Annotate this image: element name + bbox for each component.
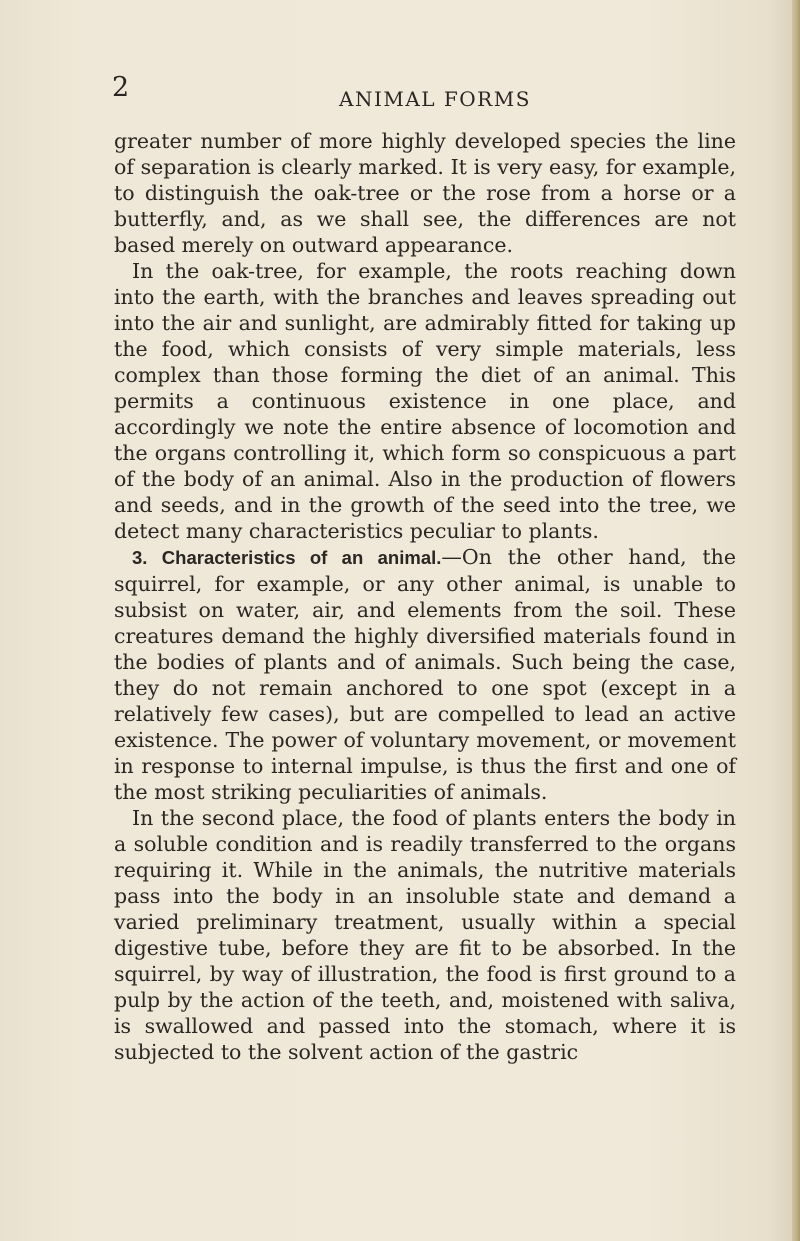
- section-heading: 3. Characteristics of an animal.: [132, 547, 442, 568]
- paragraph-1: [114, 128, 736, 258]
- running-head: ANIMAL FORMS: [339, 87, 531, 111]
- paragraph-3: [114, 544, 736, 805]
- body-text: [114, 128, 736, 1065]
- paragraph-2: [114, 258, 736, 544]
- paragraph-3-text: —On the other hand, the squirrel, for example, or any other animal, is unable to subsist on water, air, and elements from the soil. These creatures demand the highly diversified materials found in the bodies of plants and of animals. Such being the case, they do not remain anchored to one spot (except in a relatively few cases), but are compelled to lead an active existence. The power of voluntary movement, or movement in response to internal impulse, is thus the first and one of the most striking peculiarities of animals.: [114, 545, 737, 804]
- paragraph-4: [114, 805, 736, 1065]
- paragraph-4-text: In the second place, the food of plants enters the body in a soluble condition and is readily transferred to the organs requiring it. While in the animals, the nutritive materials pass into the body in an insoluble state and demand a varied preliminary treatment, usually within a special digestive tube, before they are fit to be absorbed. In the squirrel, by way of illustration, the food is first ground to a pulp by the action of the teeth, and, moistened with saliva, is swallowed and passed into the stomach, where it is subjected to the solvent action of the gastric: [114, 806, 736, 1064]
- paragraph-1-text: greater number of more highly developed species the line of separation is clearly marked. It is very easy, for example, to distinguish the oak-tree or the rose from a horse or a butterfly, and, as we shall see, the differences are not based merely on outward appearance.: [114, 129, 736, 257]
- page-number: 2: [112, 72, 130, 103]
- page-edge: [792, 0, 800, 1241]
- paragraph-2-text: In the oak-tree, for example, the roots reaching down into the earth, with the branches and leaves spreading out into the air and sunlight, are admirably fitted for taking up the food, which consists of very simple materials, less complex than those forming the diet of an animal. This permits a continuous existence in one place, and accordingly we note the entire absence of locomotion and the organs controlling it, which form so conspicuous a part of the body of an animal. Also in the production of flowers and seeds, and in the growth of the seed into the tree, we detect many characteristics peculiar to plants.: [114, 259, 736, 543]
